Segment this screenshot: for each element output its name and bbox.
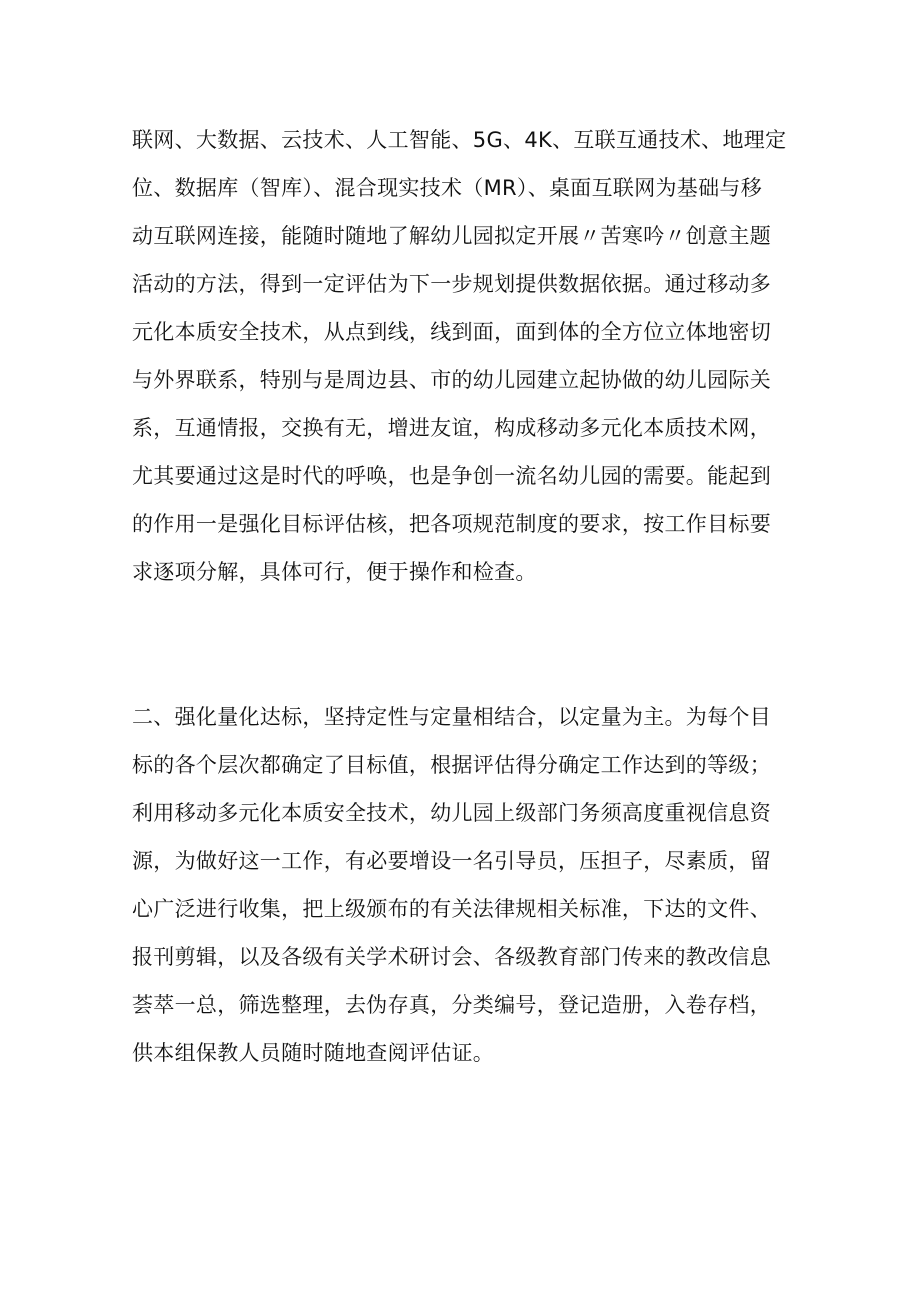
paragraph-2: [132, 693, 792, 1077]
text-line: 活动的方法，得到一定评估为下一步规划提供数据依据。通过移动多: [132, 272, 771, 296]
text-line: 与外界联系，特别与是周边县、市的幼儿园建立起协做的幼儿园际关: [132, 368, 771, 392]
text-line: 动互联网连接，能随时随地了解幼儿园拟定开展〃苦寒吟〃创意主题: [132, 224, 771, 248]
text-line: 二、强化量化达标，坚持定性与定量相结合，以定量为主。为每个目: [132, 705, 771, 729]
text-line: 联网、大数据、云技术、人工智能、5G、4K、互联互通技术、地理定: [132, 128, 787, 152]
text-line: 供本组保教人员随时随地查阅评估证。: [132, 1041, 495, 1065]
paragraph-1: [132, 116, 792, 596]
text-line: 尤其要通过这是时代的呼唤，也是争创一流名幼儿园的需要。能起到: [132, 464, 771, 488]
text-line: 报刊剪辑，以及各级有关学术研讨会、各级教育部门传来的教改信息: [132, 945, 771, 969]
text-line: 心广泛进行收集，把上级颁布的有关法律规相关标准，下达的文件、: [132, 897, 771, 921]
text-line: 源，为做好这一工作，有必要增设一名引导员，压担子，尽素质，留: [132, 849, 771, 873]
text-line: 荟萃一总，筛选整理，去伪存真，分类编号，登记造册，入卷存档，: [132, 993, 771, 1017]
text-line: 系，互通情报，交换有无，增进友谊，构成移动多元化本质技术网，: [132, 416, 771, 440]
text-line: 标的各个层次都确定了目标值，根据评估得分确定工作达到的等级；: [132, 753, 771, 777]
text-line: 利用移动多元化本质安全技术，幼儿园上级部门务须高度重视信息资: [132, 801, 771, 825]
text-line: 的作用一是强化目标评估核，把各项规范制度的要求，按工作目标要: [132, 512, 771, 536]
text-line: 元化本质安全技术，从点到线，线到面，面到体的全方位立体地密切: [132, 320, 771, 344]
text-line: 位、数据库（智库）、混合现实技术（MR）、桌面互联网为基础与移: [132, 176, 763, 200]
text-line: 求逐项分解，具体可行，便于操作和检查。: [132, 560, 537, 584]
